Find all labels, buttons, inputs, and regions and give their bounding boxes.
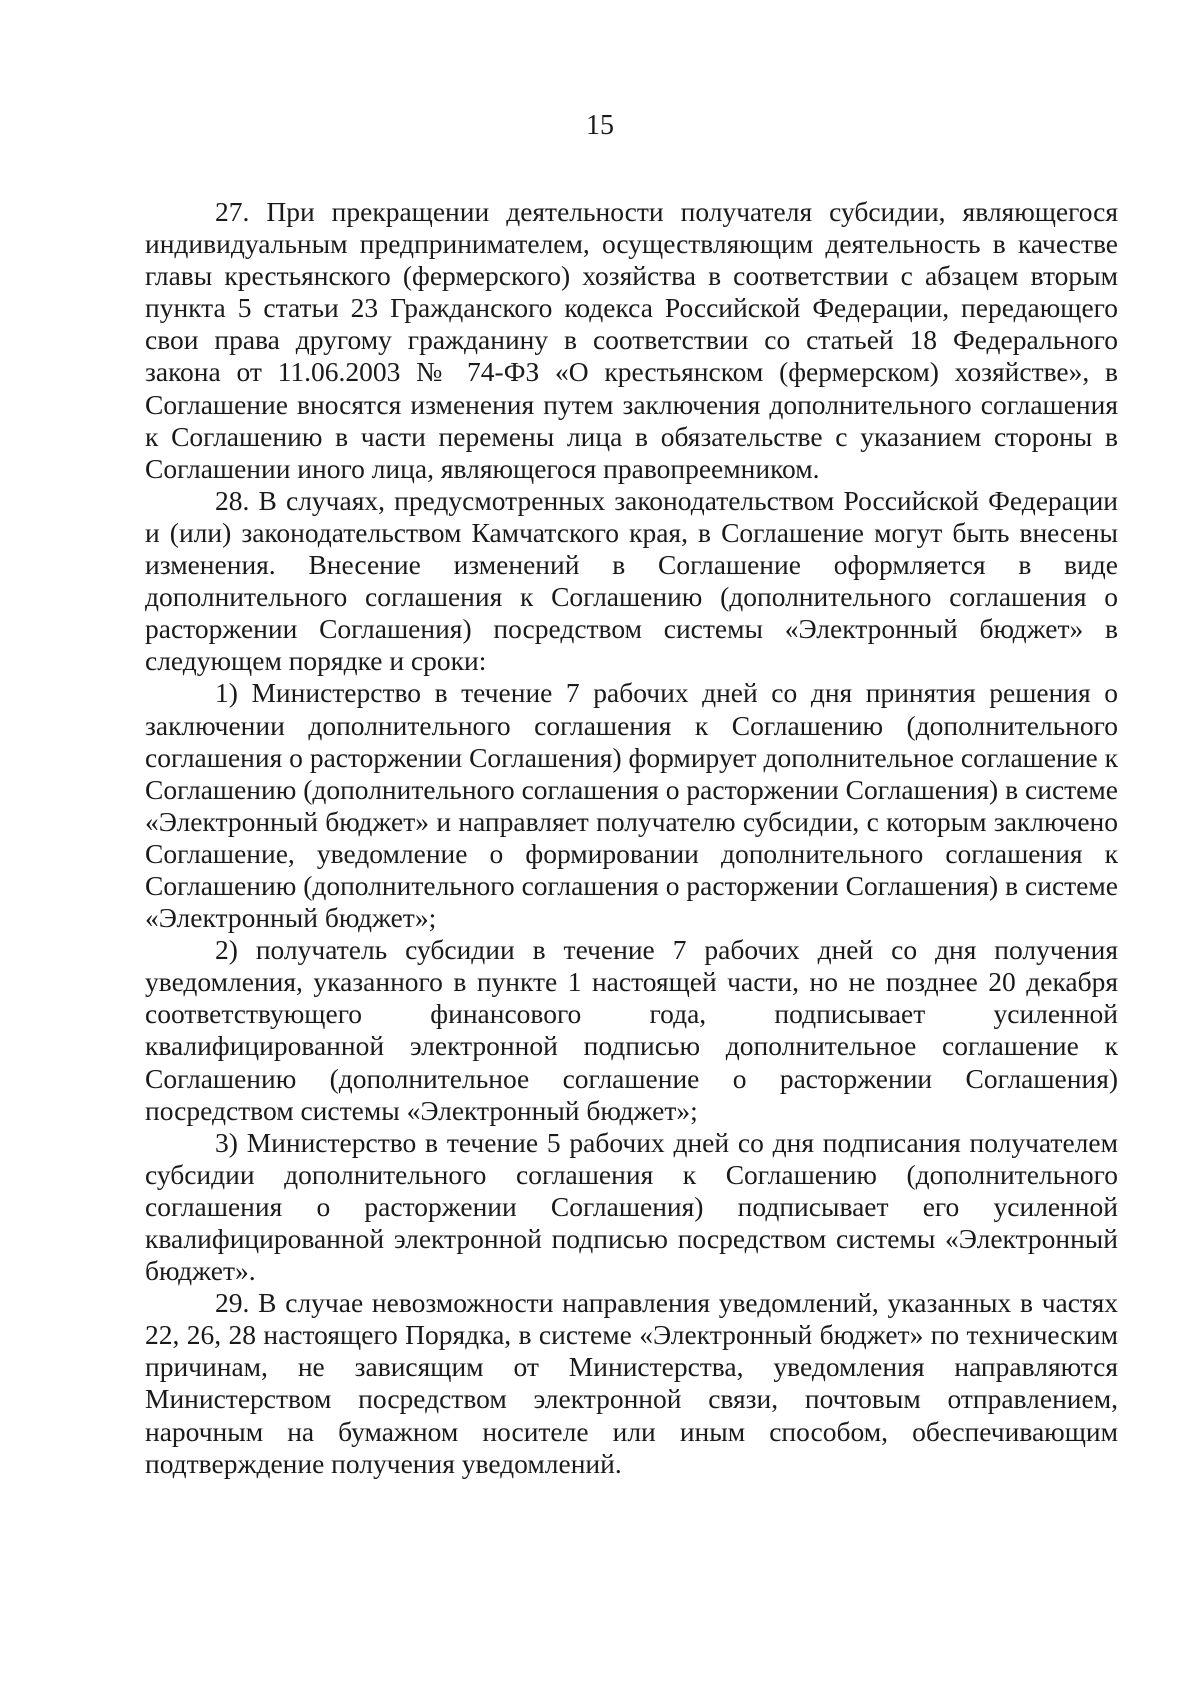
paragraph-28-item-2: 2) получатель субсидии в течение 7 рабочих дней со дня получения уведомления, указанного в пункте 1 настоящей части, но не позднее 20 декабря соответствующего финансового года, подписывает усиленной квалифицированной электронной подписью дополнительное соглашение к Соглашению (дополнительное соглашение о расторжении Соглашения) посредством системы «Электронный бюджет»; [145, 934, 1118, 1126]
paragraph-28-item-1: 1) Министерство в течение 7 рабочих дней со дня принятия решения о заключении дополнительного соглашения к Соглашению (дополнительного соглашения о расторжении Соглашения) формирует дополнительное соглашение к Соглашению (дополнительного соглашения о расторжении Соглашения) в системе «Электронный бюджет» и направляет получателю субсидии, с которым заключено Соглашение, уведомление о формировании дополнительного соглашения к Соглашению (дополнительного соглашения о расторжении Соглашения) в системе «Электронный бюджет»; [145, 677, 1118, 934]
paragraph-28-item-3: 3) Министерство в течение 5 рабочих дней со дня подписания получателем субсидии дополнительного соглашения к Соглашению (дополнительного соглашения о расторжении Соглашения) подписывает его усиленной квалифицированной электронной подписью посредством системы «Электронный бюджет». [145, 1126, 1118, 1287]
document-body [145, 196, 1118, 1480]
paragraph-28: 28. В случаях, предусмотренных законодательством Российской Федерации и (или) законодательством Камчатского края, в Соглашение могут быть внесены изменения. Внесение изменений в Соглашение оформляется в виде дополнительного соглашения к Соглашению (дополнительного соглашения о расторжении Соглашения) посредством системы «Электронный бюджет» в следующем порядке и сроки: [145, 484, 1118, 677]
paragraph-29: 29. В случае невозможности направления уведомлений, указанных в частях 22, 26, 28 настоящего Порядка, в системе «Электронный бюджет» по техническим причинам, не зависящим от Министерства, уведомления направляются Министерством посредством электронной связи, почтовым отправлением, нарочным на бумажном носителе или иным способом, обеспечивающим подтверждение получения уведомлений. [145, 1287, 1118, 1479]
paragraph-27: 27. При прекращении деятельности получателя субсидии, являющегося индивидуальным предпринимателем, осуществляющим деятельность в качестве главы крестьянского (фермерского) хозяйства в соответствии с абзацем вторым пункта 5 статьи 23 Гражданского кодекса Российской Федерации, передающего свои права другому гражданину в соответствии со статьей 18 Федерального закона от 11.06.2003 № 74-ФЗ «О крестьянском (фермерском) хозяйстве», в Соглашение вносятся изменения путем заключения дополнительного соглашения к Соглашению в части перемены лица в обязательстве с указанием стороны в Соглашении иного лица, являющегося правопреемником. [145, 196, 1118, 484]
page-number: 15 [586, 110, 614, 141]
